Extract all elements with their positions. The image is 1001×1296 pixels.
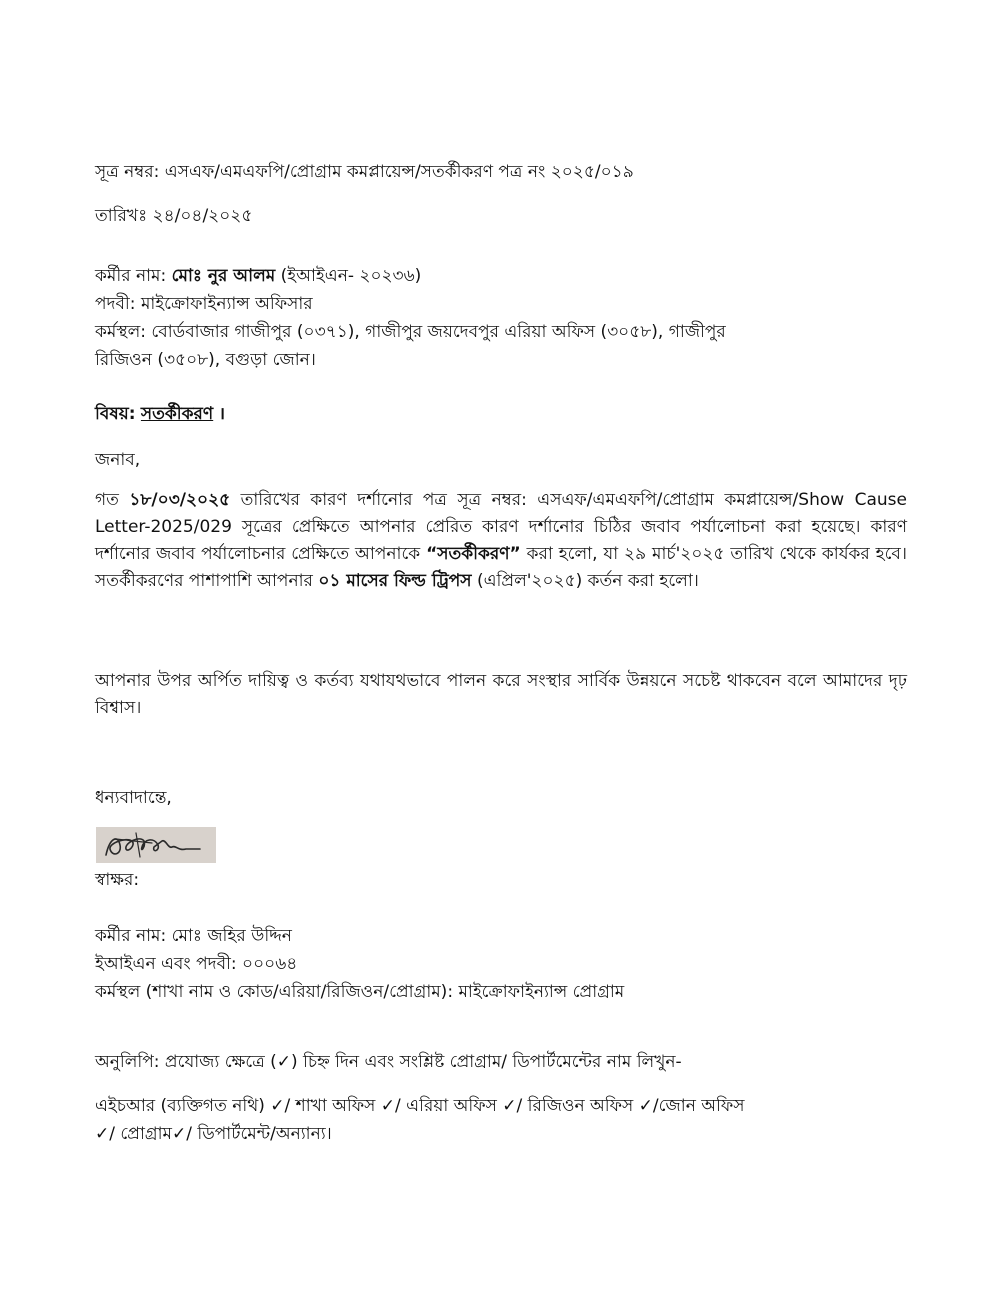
letter-date: তারিখঃ ২৪/০৪/২০২৫ [95,206,253,226]
recipient-workplace: কর্মস্থল: বোর্ডবাজার গাজীপুর (০৩৭১), গাজীপুর জয়দেবপুর এরিয়া অফিস (৩০৫৮), গাজীপুর [95,322,726,342]
signature-icon [96,827,216,863]
cc-list-line-2: ✓/ প্রোগ্রাম✓/ ডিপার্টমেন্ট/অন্যান্য। [95,1124,332,1144]
salutation: জনাব, [95,450,141,470]
cc-list-line-1: এইচআর (ব্যক্তিগত নথি) ✓/ শাখা অফিস ✓/ এরিয়া অফিস ✓/ রিজিওন অফিস ✓/জোন অফিস [95,1096,745,1116]
recipient-workplace-cont: রিজিওন (৩৫০৮), বগুড়া জোন। [95,350,316,370]
reference-number: সূত্র নম্বর: এসএফ/এমএফপি/প্রোগ্রাম কমপ্লায়েন্স/সতর্কীকরণ পত্র নং ২০২৫/০১৯ [95,162,634,182]
body-paragraph-2: আপনার উপর অর্পিত দায়িত্ব ও কর্তব্য যথাযথভাবে পালন করে সংস্থার সার্বিক উন্নয়নে সচেষ্ট থাকবেন বলে আমাদের দৃঢ় বিশ্বাস। [95,671,907,718]
closing: ধন্যবাদান্তে, [95,788,172,808]
body-paragraph-1: গত ১৮/০৩/২০২৫ তারিখের কারণ দর্শানোর পত্র সূত্র নম্বর: এসএফ/এমএফপি/প্রোগ্রাম কমপ্লায়েন্স/Show Cause Letter-2025/029 সূত্রের প্রেক্ষিতে আপনার প্রেরিত কারণ দর্শানোর চিঠির জবাব পর্যালোচনা করা হয়েছে। কারণ দর্শানোর জবাব পর্যালোচনার প্রেক্ষিতে আপনাকে “সতর্কীকরণ” করা হলো, যা ২৯ মার্চ'২০২৫ তারিখ থেকে কার্যকর হবে। সতর্কীকরণের পাশাপাশি আপনার ০১ মাসের ফিল্ড ট্রিপস (এপ্রিল'২০২৫) কর্তন করা হলো। [95,490,907,591]
cc-instruction: অনুলিপি: প্রযোজ্য ক্ষেত্রে (✓) চিহ্ন দিন এবং সংশ্লিষ্ট প্রোগ্রাম/ ডিপার্টমেন্টের নাম লিখুন- [95,1052,682,1072]
signatory-ein: ইআইএন এবং পদবী: ০০০৬৪ [95,954,298,974]
signatory-name: কর্মীর নাম: মোঃ জহির উদ্দিন [95,926,292,946]
signature-image [96,827,216,863]
subject-line: বিষয়: সতর্কীকরণ । [95,404,226,424]
signature-label: স্বাক্ষর: [95,870,140,890]
recipient-designation: পদবী: মাইক্রোফাইন্যান্স অফিসার [95,294,313,314]
recipient-name: কর্মীর নাম: মোঃ নুর আলম (ইআইএন- ২০২৩৬) [95,266,422,286]
signatory-workplace: কর্মস্থল (শাখা নাম ও কোড/এরিয়া/রিজিওন/প্রোগ্রাম): মাইক্রোফাইন্যান্স প্রোগ্রাম [95,982,625,1002]
